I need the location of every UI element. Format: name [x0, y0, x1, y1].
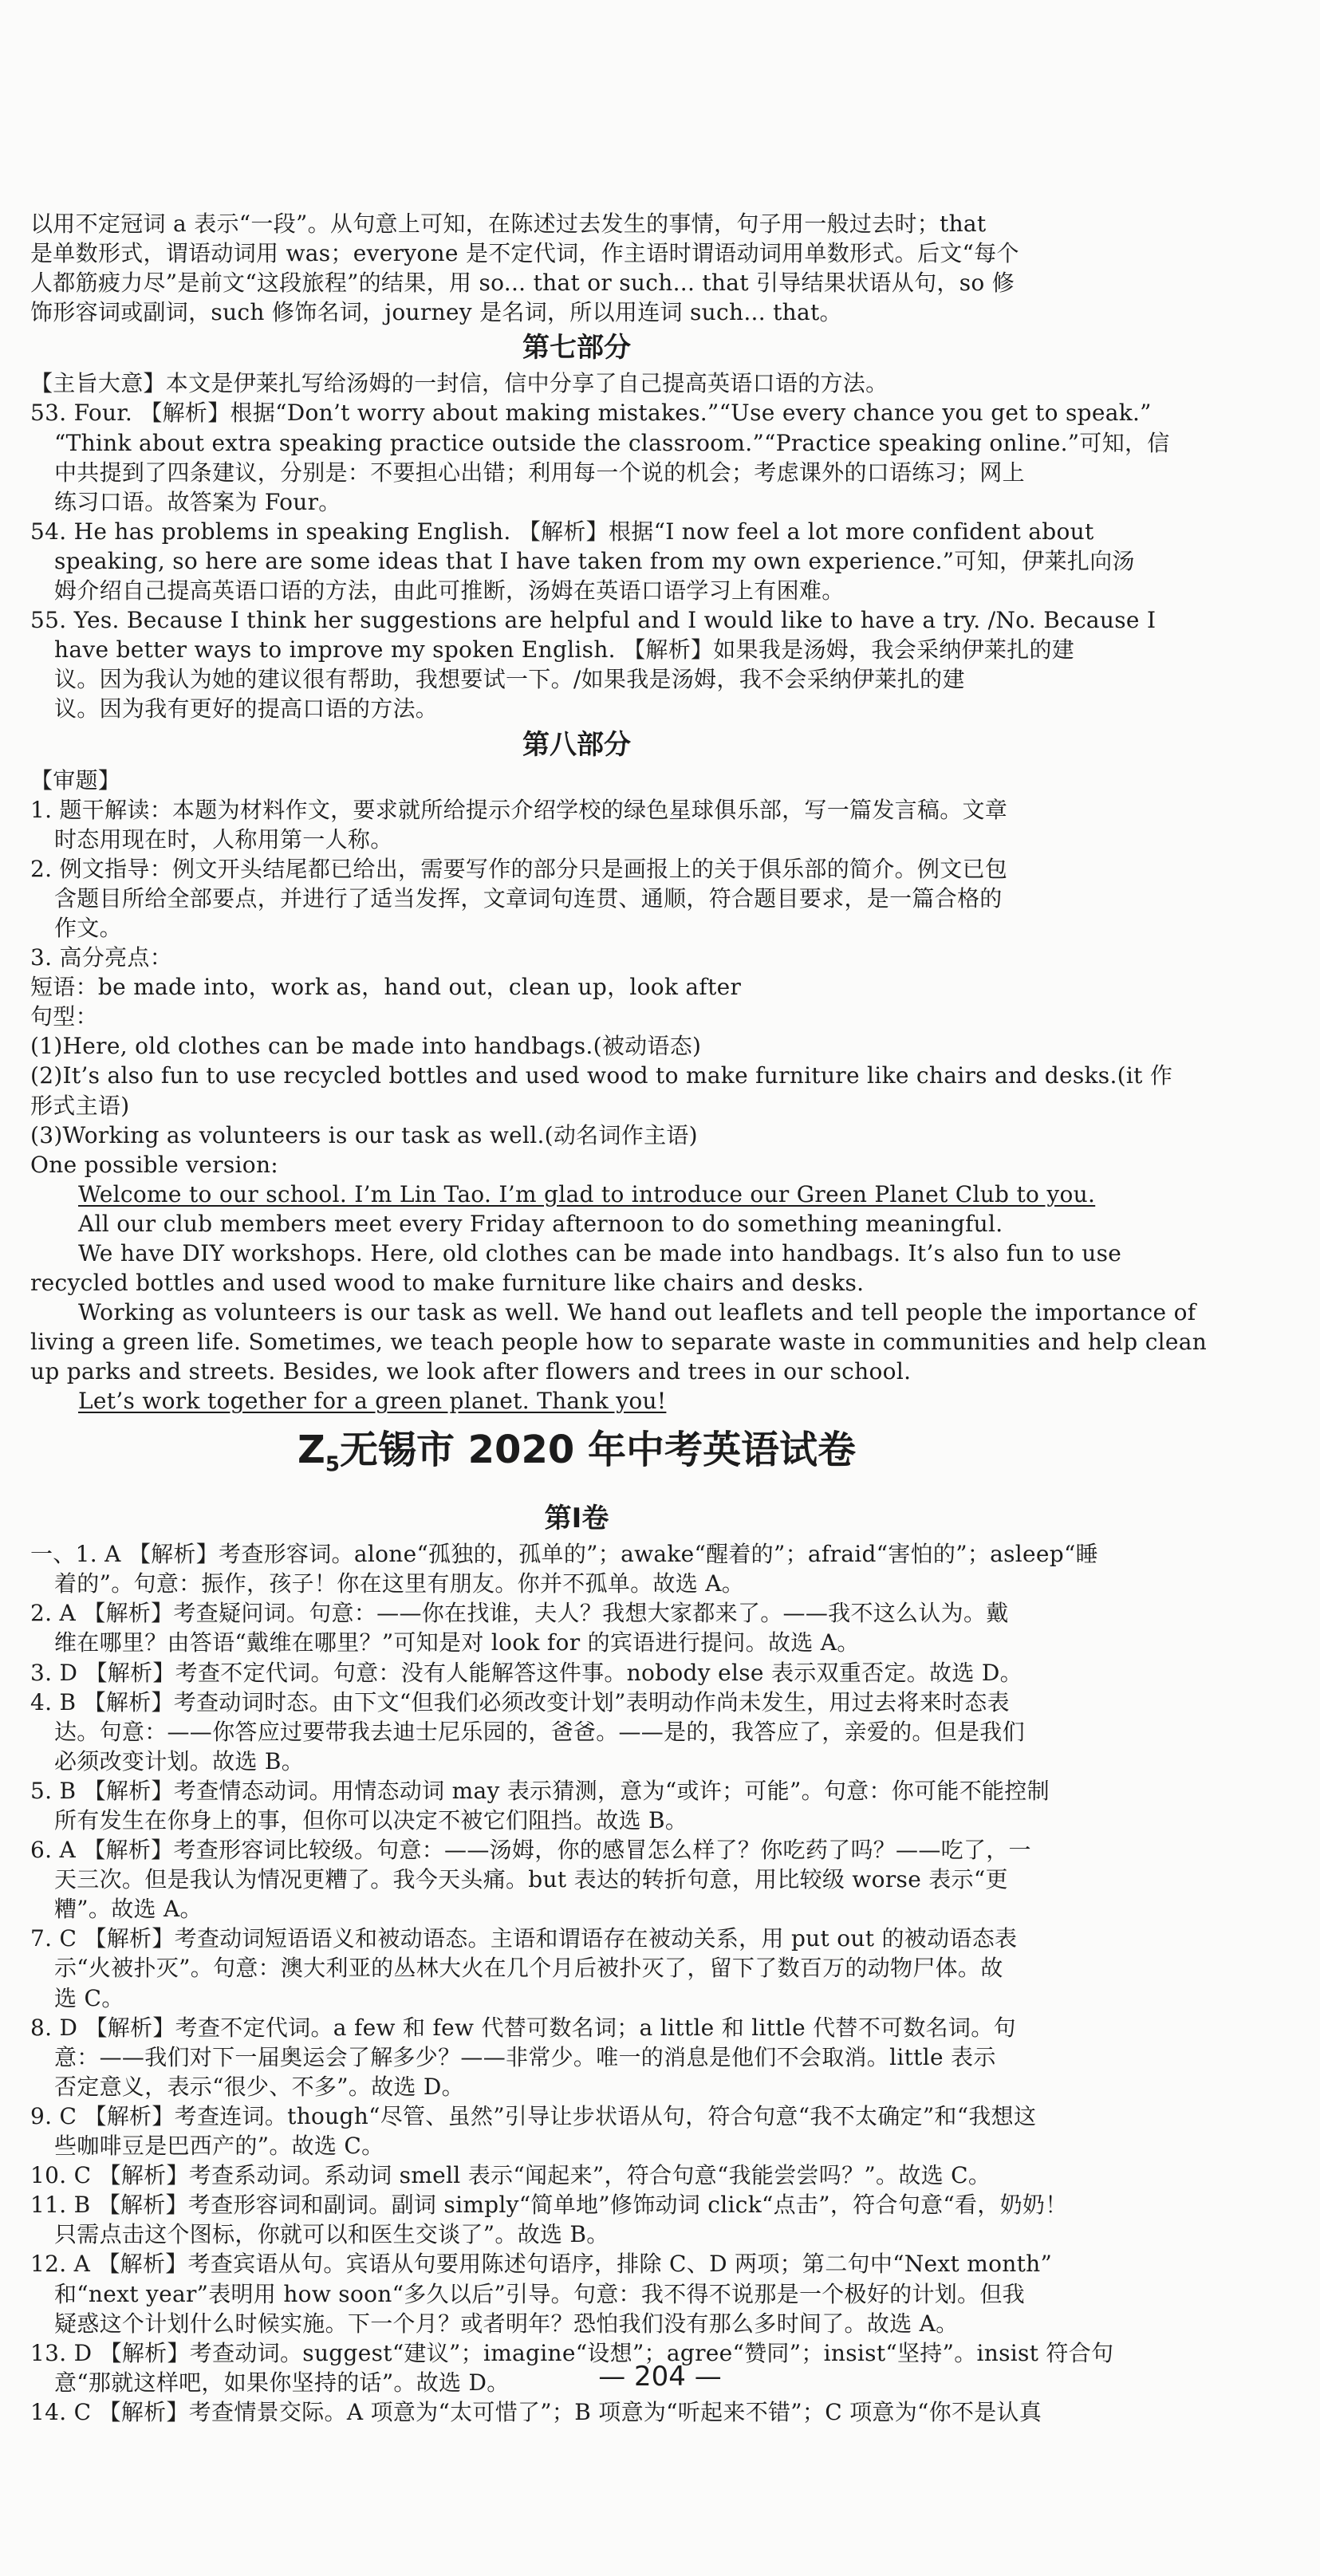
text-line: (1)Here, old clothes can be made into handbags.(被动语态)	[30, 1033, 702, 1060]
text-line: “Think about extra speaking practice outside the classroom.”“Practice speaking online.”可知，信	[54, 429, 1170, 456]
text-line: 55. Yes. Because I think her suggestions are helpful and I would like to have a try. /No. Because I	[30, 607, 1156, 634]
exam-title-main: 无锡市 2020 年中考英语试卷	[339, 1427, 856, 1472]
essay-line: Welcome to our school. I’m Lin Tao. I’m glad to introduce our Green Planet Club to you.	[78, 1180, 1096, 1207]
text-line: 53. Four. 【解析】根据“Don’t worry about making mistakes.”“Use every chance you get to speak.”	[30, 400, 1152, 427]
answer-line: 只需点击这个图标，你就可以和医生交谈了”。故选 B。	[54, 2221, 609, 2248]
essay-line: living a green life. Sometimes, we teach people how to separate waste in communities and help clean	[30, 1329, 1208, 1356]
text-line: 含题目所给全部要点，并进行了适当发挥，文章词句连贯、通顺，符合题目要求，是一篇合格的	[54, 884, 1003, 912]
text-line: (2)It’s also fun to use recycled bottles and used wood to make furniture like chairs and desks.(it 作	[30, 1062, 1173, 1089]
text-line: 作文。	[54, 914, 122, 941]
answer-line: 11. B 【解析】考查形容词和副词。副词 simply“简单地”修饰动词 click“点击”，符合句意“看，奶奶！	[30, 2192, 1068, 2219]
text-line: have better ways to improve my spoken English. 【解析】如果我是汤姆，我会采纳伊莱扎的建	[54, 636, 1075, 664]
answer-line: 所有发生在你身上的事，但你可以决定不被它们阻挡。故选 B。	[54, 1807, 688, 1834]
essay-line: up parks and streets. Besides, we look after flowers and trees in our school.	[30, 1358, 912, 1385]
text-line: (3)Working as volunteers is our task as well.(动名词作主语)	[30, 1121, 698, 1148]
answer-line: 意：——我们对下一届奥运会了解多少？——非常少。唯一的消息是他们不会取消。little 表示	[54, 2043, 996, 2070]
essay-line: We have DIY workshops. Here, old clothes can be made into handbags. It’s also fun to use	[78, 1240, 1122, 1266]
answer-line: 3. D 【解析】考查不定代词。句意：没有人能解答这件事。nobody else 表示双重否定。故选 D。	[30, 1659, 1023, 1686]
text-line: 是单数形式，谓语动词用 was；everyone 是不定代词，作主语时谓语动词用单数形式。后文“每个	[30, 240, 1019, 267]
part8-body	[30, 766, 1173, 1180]
text-line: 【审题】	[30, 766, 121, 794]
answer-line: 选 C。	[54, 1984, 124, 2011]
answer-line: 7. C 【解析】考查动词短语语义和被动语态。主语和谓语存在被动关系，用 put out 的被动语态表	[30, 1925, 1018, 1952]
answer-line: 天三次。但是我认为情况更糟了。我今天头痛。but 表达的转折句意，用比较级 worse 表示“更	[54, 1866, 1008, 1893]
answer-line: 5. B 【解析】考查情态动词。用情态动词 may 表示猜测，意为“或许；可能”。句意：你可能不能控制	[30, 1777, 1050, 1804]
answer-line: 疑惑这个计划什么时候实施。下一个月？或者明年？恐怕我们没有那么多时间了。故选 A。	[54, 2310, 959, 2337]
essay-line: recycled bottles and used wood to make furniture like chairs and desks.	[30, 1270, 865, 1297]
answer-line: 达。句意：——你答应过要带我去迪士尼乐园的，爸爸。——是的，我答应了，亲爱的。但是我们	[54, 1718, 1025, 1745]
text-line: 饰形容词或副词，such 修饰名词，journey 是名词，所以用连词 such... that。	[30, 299, 842, 326]
text-line: 人都筋疲力尽”是前文“这段旅程”的结果，用 so... that or such... that 引导结果状语从句，so 修	[30, 270, 1015, 297]
text-line: 54. He has problems in speaking English. 【解析】根据“I now feel a lot more confident about	[30, 518, 1094, 545]
text-line: 【主旨大意】本文是伊莱扎写给汤姆的一封信，信中分享了自己提高英语口语的方法。	[30, 370, 889, 397]
text-line: 姆介绍自己提高英语口语的方法，由此可推断，汤姆在英语口语学习上有困难。	[54, 577, 845, 605]
answer-line: 否定意义，表示“很少、不多”。故选 D。	[54, 2073, 464, 2100]
answer-line: 4. B 【解析】考查动词时态。由下文“但我们必须改变计划”表明动作尚未发生，用过去将来时态表	[30, 1688, 1010, 1715]
text-line: 短语：be made into，work as，hand out，clean up，look after	[30, 974, 742, 1001]
part8-title: 第八部分	[522, 728, 631, 761]
part7-body	[30, 368, 1170, 723]
exam-title-prefix: Z	[297, 1427, 325, 1472]
text-line: 中共提到了四条建议，分别是：不要担心出错；利用每一个说的机会；考虑课外的口语练习；网上	[54, 459, 1025, 486]
answer-line: 6. A 【解析】考查形容词比较级。句意：——汤姆，你的感冒怎么样了？你吃药了吗？——吃了，一	[30, 1837, 1031, 1864]
page-number: — 204 —	[598, 2361, 722, 2393]
answers	[30, 1539, 1123, 2427]
text-line: 1. 题干解读：本题为材料作文，要求就所给提示介绍学校的绿色星球俱乐部，写一篇发言稿。文章	[30, 796, 1008, 823]
text-line: 形式主语)	[30, 1092, 130, 1119]
answer-line: 维在哪里？由答语“戴维在哪里？”可知是对 look for 的宾语进行提问。故选 A。	[54, 1629, 860, 1656]
answer-line: 8. D 【解析】考查不定代词。a few 和 few 代替可数名词；a little 和 little 代替不可数名词。句	[30, 2014, 1016, 2041]
answer-line: 必须改变计划。故选 B。	[54, 1747, 305, 1774]
part6-tail	[30, 209, 1123, 327]
answer-line: 9. C 【解析】考查连词。though“尽管、虽然”引导让步状语从句，符合句意“我不太确定”和“我想这	[30, 2102, 1037, 2129]
text-line: speaking, so here are some ideas that I have taken from my own experience.”可知，伊莱扎向汤	[54, 547, 1135, 574]
answer-line: 12. A 【解析】考查宾语从句。宾语从句要用陈述句语序，排除 C、D 两项；第二句中“Next month”	[30, 2251, 1053, 2278]
exam-section-title: 第Ⅰ卷	[544, 1503, 609, 1535]
answer-line: 2. A 【解析】考查疑问词。句意：——你在找谁，夫人？我想大家都来了。——我不这么认为。戴	[30, 1600, 1009, 1627]
text-line: 3. 高分亮点：	[30, 944, 173, 971]
answer-line: 和“next year”表明用 how soon“多久以后”引导。句意：我不得不说那是一个极好的计划。但我	[54, 2280, 1025, 2307]
text-line: 2. 例文指导：例文开头结尾都已给出，需要写作的部分只是画报上的关于俱乐部的简介。例文已包	[30, 855, 1008, 882]
part7-title: 第七部分	[522, 332, 631, 364]
content-column	[30, 209, 1208, 2427]
answer-line: 一、1. A 【解析】考查形容词。alone“孤独的，孤单的”；awake“醒着的”；afraid“害怕的”；asleep“睡	[30, 1541, 1098, 1568]
answer-line: 意“那就这样吧，如果你坚持的话”。故选 D。	[54, 2369, 510, 2396]
text-line: 时态用现在时，人称用第一人称。	[54, 825, 393, 853]
exam-title	[30, 1416, 1123, 1499]
answer-line: 10. C 【解析】考查系动词。系动词 smell 表示“闻起来”，符合句意“我能尝尝吗？”。故选 C。	[30, 2162, 991, 2189]
text-line: 议。因为我有更好的提高口语的方法。	[54, 695, 439, 723]
answer-line: 糟”。故选 A。	[54, 1896, 203, 1923]
text-line: 练习口语。故答案为 Four。	[54, 488, 341, 515]
exam-title-sub: 5	[325, 1452, 340, 1477]
text-line: 句型：	[30, 1003, 98, 1030]
essay-line: All our club members meet every Friday afternoon to do something meaningful.	[78, 1210, 1003, 1237]
answer-line: 些咖啡豆是巴西产的”。故选 C。	[54, 2133, 384, 2160]
text-line: One possible version:	[30, 1151, 279, 1178]
answer-line: 13. D 【解析】考查动词。suggest“建议”；imagine“设想”；agree“赞同”；insist“坚持”。insist 符合句	[30, 2339, 1114, 2366]
answer-line: 示“火被扑灭”。句意：澳大利亚的丛林大火在几个月后被扑灭了，留下了数百万的动物尸体。故	[54, 1955, 1003, 1982]
essay-line: Let’s work together for a green planet. Thank you!	[78, 1388, 667, 1415]
text-line: 以用不定冠词 a 表示“一段”。从句意上可知，在陈述过去发生的事情，句子用一般过去时；that	[30, 211, 987, 237]
answer-line: 着的”。句意：振作，孩子！你在这里有朋友。你并不孤单。故选 A。	[54, 1570, 745, 1597]
essay-line: Working as volunteers is our task as well. We hand out leaflets and tell people the importance of	[78, 1299, 1196, 1326]
sample-essay	[30, 1180, 1208, 1416]
text-line: 议。因为我认为她的建议很有帮助，我想要试一下。/如果我是汤姆，我不会采纳伊莱扎的建	[54, 666, 965, 693]
answer-line: 14. C 【解析】考查情景交际。A 项意为“太可惜了”；B 项意为“听起来不错”；C 项意为“你不是认真	[30, 2398, 1042, 2425]
